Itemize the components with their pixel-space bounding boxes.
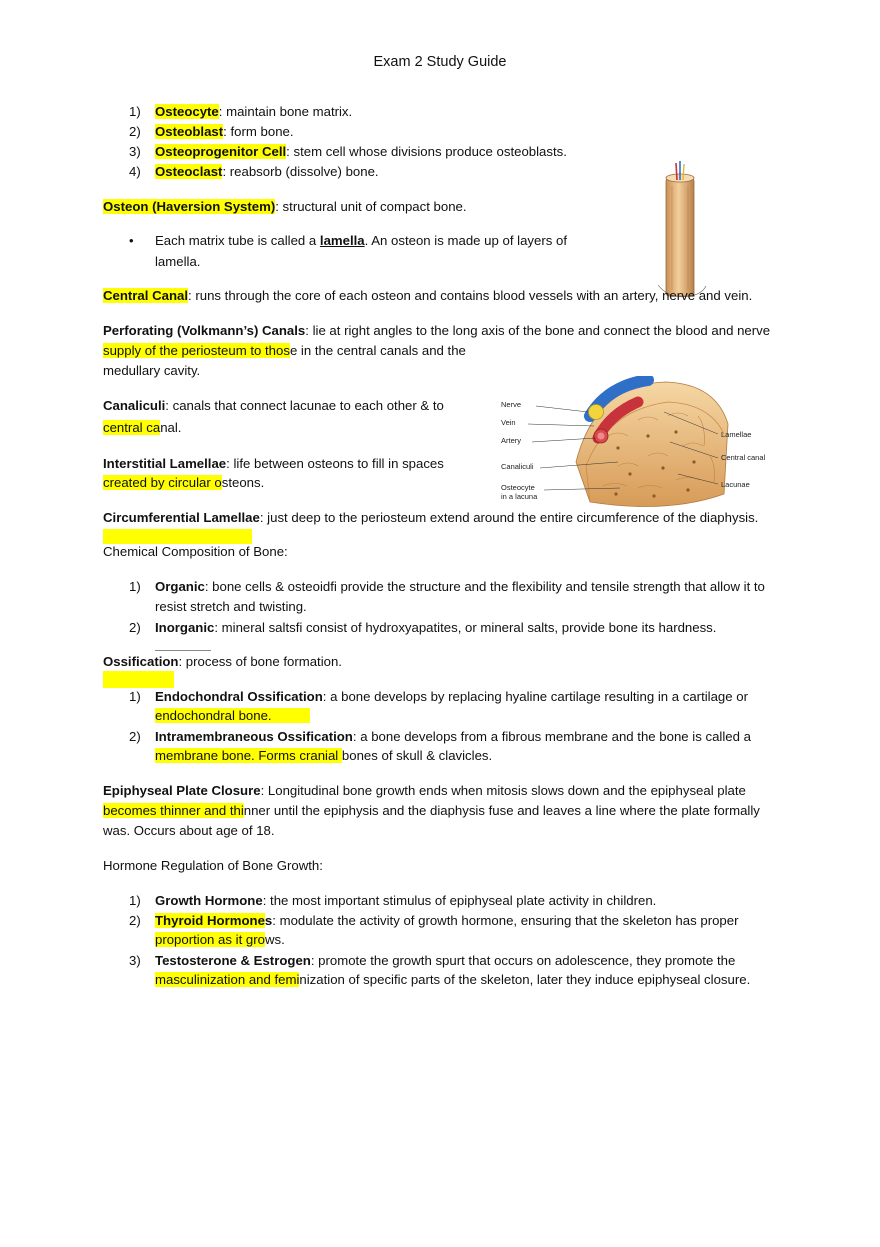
epiphyseal-line2: becomes thinner and thinner until the epiphysis and the diaphysis fuse and leaves a line where the plate formally [103,803,760,818]
list-item: Organic: bone cells & osteoidﬁ provide the structure and the flexibility and tensile strength that allow it to [155,579,765,594]
list-number: 1) [129,689,141,704]
label-lamellae: Lamellae [721,430,752,439]
highlight-mark [103,671,174,688]
list-item: Growth Hormone: the most important stimulus of epiphyseal plate activity in children. [155,893,657,908]
hormone-heading: Hormone Regulation of Bone Growth: [103,858,323,873]
epiphyseal-line3: was. Occurs about age of 18. [103,823,275,838]
list-number: 2) [129,620,141,635]
label-lacunae: Lacunae [721,480,750,489]
list-number: 4) [129,164,141,179]
label-artery: Artery [501,436,522,445]
label-nerve: Nerve [501,400,522,409]
osteon-illustration [650,160,710,305]
list-number: 2) [129,124,141,139]
chemical-heading: Chemical Composition of Bone: [103,544,288,559]
circumferential-paragraph: Circumferential Lamellae: just deep to the periosteum extend around the entire circumference of the diaphysis. [103,510,759,525]
list-item: Osteoclast: reabsorb (dissolve) bone. [155,164,379,179]
list-item: Osteoblast: form bone. [155,124,294,139]
list-number: 1) [129,104,141,119]
list-item: Thyroid Hormones: modulate the activity of growth hormone, ensuring that the skeleton has proper [155,913,739,928]
label-osteocyte: Osteocyte [501,483,535,492]
list-item-cont: masculinization and feminization of specific parts of the skeleton, later they induce epiphyseal closure. [155,972,751,987]
list-item: Osteoprogenitor Cell: stem cell whose divisions produce osteoblasts. [155,144,567,159]
list-number: 2) [129,913,141,928]
lamella-bullet: Each matrix tube is called a lamella. An osteon is made up of layers of [155,233,567,248]
canaliculi-line2: central canal. [103,420,182,435]
list-item-cont: endochondral bone. [155,706,310,726]
compact-bone-diagram [498,376,778,514]
list-item-cont: proportion as it grows. [155,932,285,947]
lamella-bullet-cont: lamella. [155,254,201,269]
list-item-cont: membrane bone. Forms cranial bones of skull & clavicles. [155,748,493,763]
osteon-paragraph: Osteon (Haversion System): structural unit of compact bone. [103,199,467,214]
label-canaliculi: Canaliculi [501,462,534,471]
list-number: 1) [129,579,141,594]
interstitial-line1: Interstitial Lamellae: life between osteons to fill in spaces [103,456,444,471]
canaliculi-line1: Canaliculi: canals that connect lacunae to each other & to [103,398,444,413]
perforating-canals-line2: supply of the periosteum to those in the central canals and the [103,343,466,358]
list-item: Osteocyte: maintain bone matrix. [155,104,353,119]
ossification-paragraph: Ossification: process of bone formation. [103,654,342,669]
list-number: 1) [129,893,141,908]
perforating-canals-line1: Perforating (Volkmann’s) Canals: lie at right angles to the long axis of the bone and connect the blood and nerve [103,323,771,338]
bullet-dot: • [129,233,134,248]
label-central-canal: Central canal [721,453,766,462]
central-canal-paragraph: Central Canal: runs through the core of each osteon and contains blood vessels with an artery, nerve and vein. [103,288,753,303]
list-item: Testosterone & Estrogen: promote the growth spurt that occurs on adolescence, they promote the [155,953,736,968]
list-item: Intramembraneous Ossification: a bone develops from a fibrous membrane and the bone is called a [155,729,751,744]
perforating-canals-line3: medullary cavity. [103,363,201,378]
page-title: Exam 2 Study Guide [373,54,507,70]
label-vein: Vein [501,418,516,427]
list-item-cont: resist stretch and twisting. [155,599,307,614]
list-item: Endochondral Ossification: a bone develops by replacing hyaline cartilage resulting in a cartilage or [155,689,748,704]
divider [155,650,211,651]
list-number: 2) [129,729,141,744]
list-number: 3) [129,144,141,159]
list-number: 3) [129,953,141,968]
label-osteocyte-lacuna: in a lacuna [501,492,538,501]
list-item: Inorganic: mineral saltsﬁ consist of hydroxyapatites, or mineral salts, provide bone its hardness. [155,620,717,635]
epiphyseal-line1: Epiphyseal Plate Closure: Longitudinal bone growth ends when mitosis slows down and the epiphyseal plate [103,783,746,798]
interstitial-line2: created by circular osteons. [103,475,265,490]
